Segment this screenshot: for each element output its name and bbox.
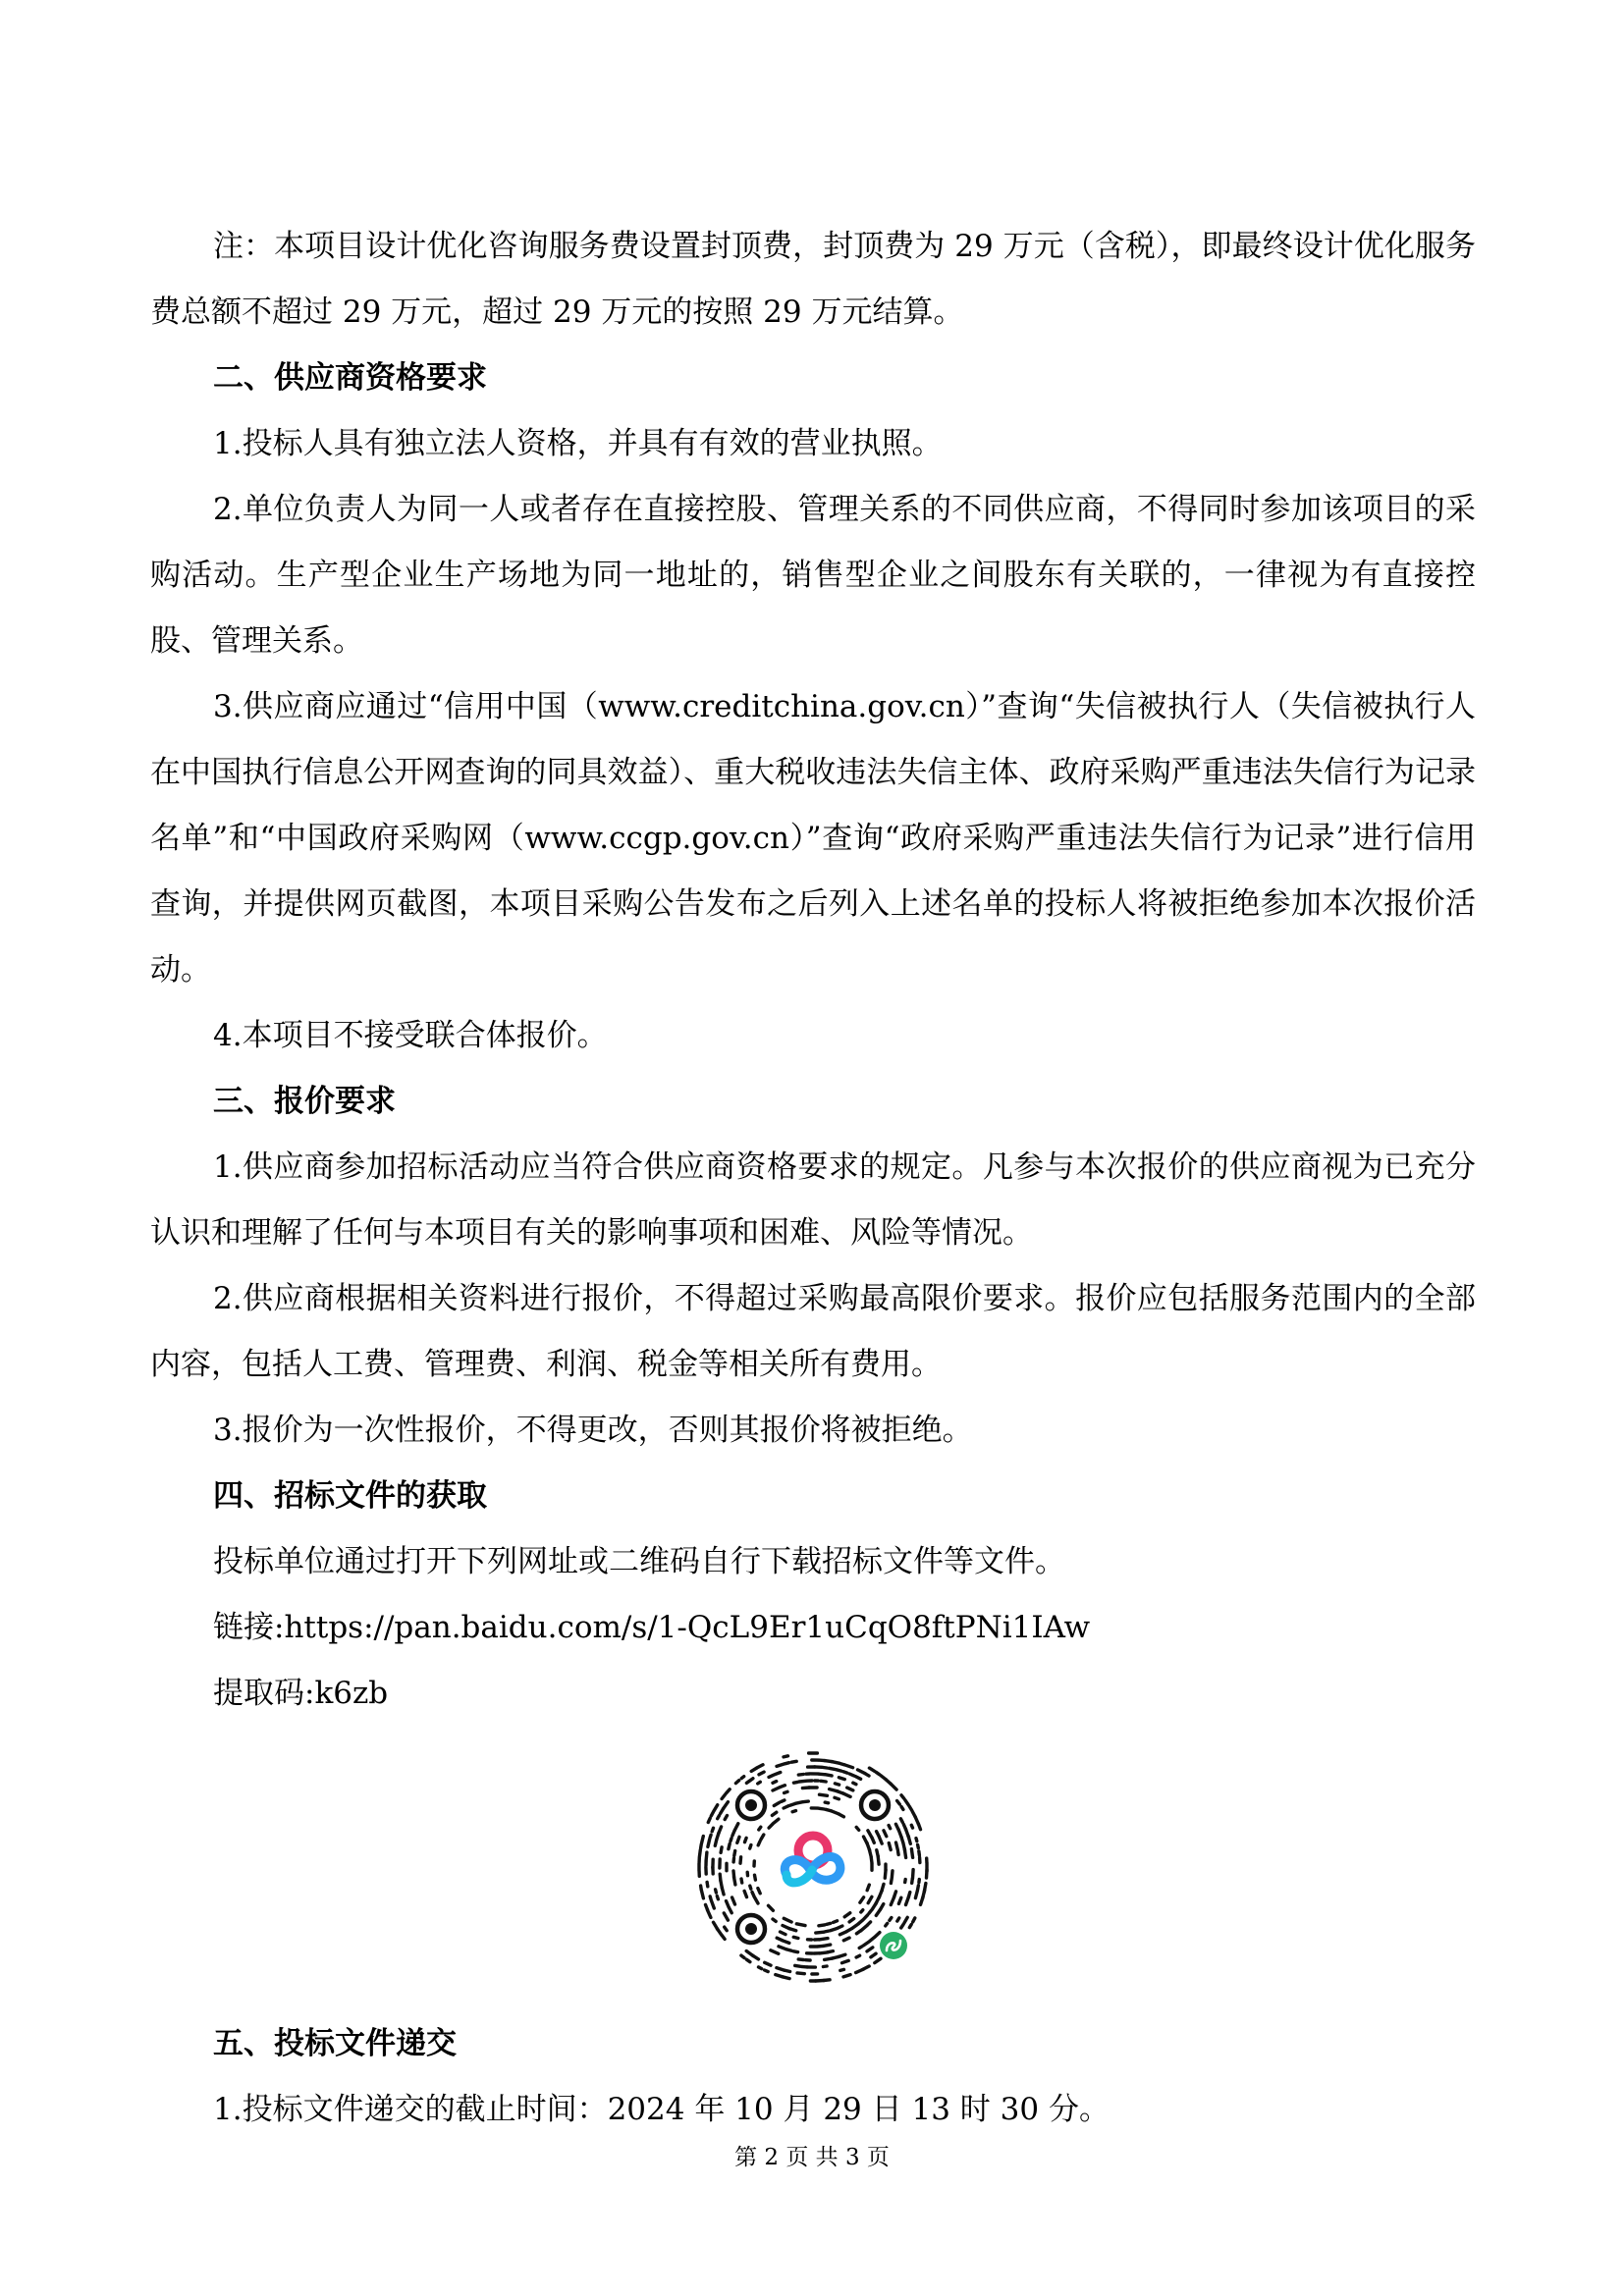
section-2-heading: 二、供应商资格要求	[213, 360, 487, 396]
section-3-item-2: 2.供应商根据相关资料进行报价，不得超过采购最高限价要求。报价应包括服务范围内的全部内容，包括人工费、管理费、利润、税金等相关所有费用。	[150, 1281, 1476, 1382]
section-4-heading: 四、招标文件的获取	[213, 1478, 487, 1514]
mini-program-qr-icon[interactable]	[690, 1744, 936, 1990]
document-body	[150, 214, 1476, 2143]
section-2-item-2: 2.单位负责人为同一人或者存在直接控股、管理关系的不同供应商，不得同时参加该项目的采购活动。生产型企业生产场地为同一地址的，销售型企业之间股东有关联的，一律视为有直接控股、管理关系。	[150, 492, 1476, 659]
section-5-item-1: 1.投标文件递交的截止时间：2024 年 10 月 29 日 13 时 30 分。	[213, 2092, 1110, 2127]
section-4-instruction: 投标单位通过打开下列网址或二维码自行下载招标文件等文件。	[213, 1544, 1065, 1579]
section-2-item-3: 3.供应商应通过“信用中国（www.creditchina.gov.cn）”查询“失信被执行人（失信被执行人在中国执行信息公开网查询的同具效益）、重大税收违法失信主体、政府采购严重违法失信行为记录名单”和“中国政府采购网（www.ccgp.gov.cn）”查询“政府采购严重违法失信行为记录”进行信用查询，并提供网页截图，本项目采购公告发布之后列入上述名单的投标人将被拒绝参加本次报价活动。	[150, 689, 1476, 988]
section-3-item-1: 1.供应商参加招标活动应当符合供应商资格要求的规定。凡参与本次报价的供应商视为已充分认识和理解了任何与本项目有关的影响事项和困难、风险等情况。	[150, 1149, 1476, 1251]
section-3-item-3: 3.报价为一次性报价，不得更改，否则其报价将被拒绝。	[213, 1413, 973, 1448]
mini-program-badge-icon	[880, 1932, 907, 1959]
section-3-heading: 三、报价要求	[213, 1084, 396, 1119]
download-link[interactable]: 链接:https://pan.baidu.com/s/1-QcL9Er1uCqO8ftPNi1IAw	[213, 1610, 1091, 1645]
section-2-item-1: 1.投标人具有独立法人资格，并具有有效的营业执照。	[213, 426, 943, 461]
section-5-heading: 五、投标文件递交	[213, 2026, 457, 2061]
note-paragraph: 注：本项目设计优化咨询服务费设置封顶费，封顶费为 29 万元（含税），即最终设计优化服务费总额不超过 29 万元，超过 29 万元的按照 29 万元结算。	[150, 229, 1476, 330]
page-number: 第 2 页 共 3 页	[734, 2145, 890, 2170]
extraction-code: 提取码:k6zb	[213, 1676, 389, 1711]
section-2-item-4: 4.本项目不接受联合体报价。	[213, 1018, 608, 1053]
qr-code-container	[150, 1744, 1476, 1990]
